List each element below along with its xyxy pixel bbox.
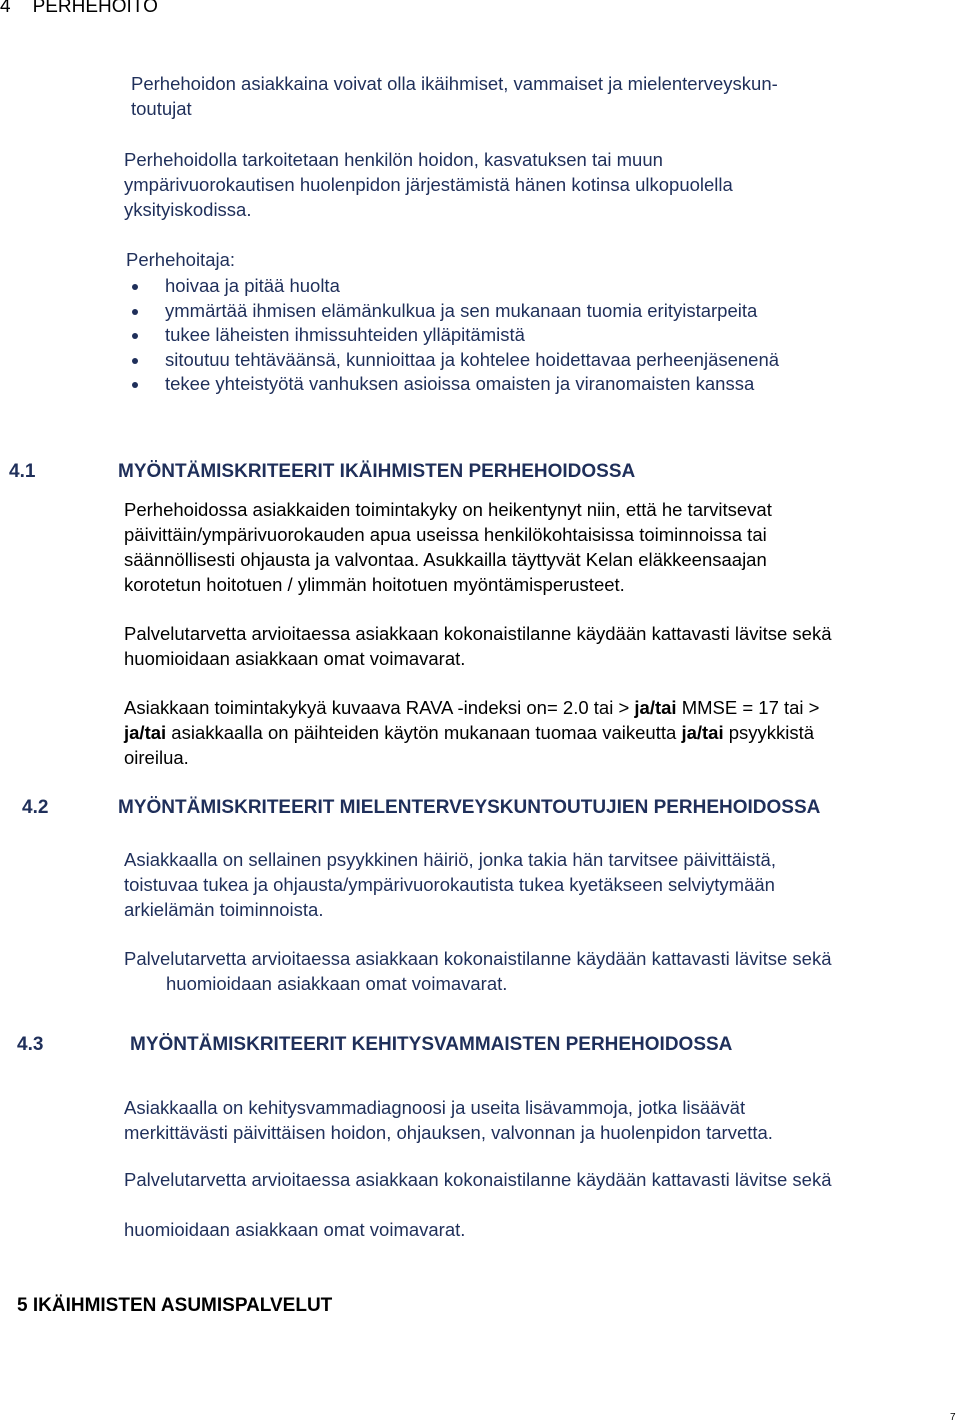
text-line xyxy=(124,720,820,745)
section-4-2-paragraph-2 xyxy=(124,946,832,996)
text-run: asiakkaalla on päihteiden käytön mukanaan tuomaa vaikeutta xyxy=(166,722,682,743)
bold-text: ja/tai xyxy=(634,697,677,718)
section-4-3-paragraph-1 xyxy=(124,1095,773,1145)
list-item-text: tukee läheisten ihmissuhteiden ylläpitämistä xyxy=(165,324,525,345)
text-line: korotetun hoitotuen / ylimmän hoitotuen myöntämisperusteet. xyxy=(124,574,625,595)
intro-paragraph-2 xyxy=(124,147,733,222)
chapter-heading xyxy=(0,0,158,18)
section-4-2-number: 4.2 xyxy=(22,797,49,818)
bullet-icon xyxy=(132,333,138,339)
list-item xyxy=(128,348,779,373)
text-line: huomioidaan asiakkaan omat voimavarat. xyxy=(124,648,466,669)
text-line: yksityiskodissa. xyxy=(124,199,252,220)
section-4-2-title: MYÖNTÄMISKRITEERIT MIELENTERVEYSKUNTOUTUJIEN PERHEHOIDOSSA xyxy=(118,797,821,818)
text-line: Perhehoidossa asiakkaiden toimintakyky on heikentynyt niin, että he tarvitsevat xyxy=(124,499,772,520)
list-item-text: sitoutuu tehtäväänsä, kunnioittaa ja kohtelee hoidettavaa perheenjäsenenä xyxy=(165,348,780,370)
section-4-1-paragraph-2 xyxy=(124,621,832,671)
section-4-1-title: MYÖNTÄMISKRITEERIT IKÄIHMISTEN PERHEHOIDOSSA xyxy=(118,461,636,482)
bullet-icon xyxy=(132,358,138,364)
list-item-text: tekee yhteistyötä vanhuksen asioissa omaisten ja viranomaisten kanssa xyxy=(165,373,755,394)
section-4-1-paragraph-1 xyxy=(124,497,772,597)
list-item xyxy=(128,372,779,397)
text-run: psyykkistä xyxy=(723,722,815,743)
list-item xyxy=(128,323,779,348)
text-line: päivittäin/ympärivuorokauden apua useissa henkilökohtaisissa toiminnoissa tai xyxy=(124,524,767,545)
list-item xyxy=(128,274,779,299)
intro-paragraph-1 xyxy=(131,71,778,121)
section-4-3-number: 4.3 xyxy=(17,1034,44,1055)
section-4-1-paragraph-3 xyxy=(124,695,820,770)
bold-text: ja/tai xyxy=(681,722,724,743)
caregiver-label: Perhehoitaja: xyxy=(126,249,236,270)
page-number: 7 xyxy=(950,1412,956,1423)
text-line: oireilua. xyxy=(124,747,189,768)
text-line: Perhehoidolla tarkoitetaan henkilön hoidon, kasvatuksen tai muun xyxy=(124,149,663,170)
text-line: arkielämän toiminnoista. xyxy=(124,899,324,920)
bullet-icon xyxy=(132,284,138,290)
caregiver-bullet-list xyxy=(128,274,779,397)
text-line: huomioidaan asiakkaan omat voimavarat. xyxy=(166,973,508,994)
list-item-text: hoivaa ja pitää huolta xyxy=(165,275,340,296)
section-4-3-paragraph-2-line-2: huomioidaan asiakkaan omat voimavarat. xyxy=(124,1219,466,1240)
text-run: MMSE = 17 tai > xyxy=(676,697,820,718)
text-line: säännöllisesti ohjausta ja valvontaa. Asukkailla täyttyvät Kelan eläkkeensaajan xyxy=(124,549,767,570)
text-line xyxy=(124,695,820,720)
text-line: Asiakkaalla on kehitysvammadiagnoosi ja useita lisävammoja, jotka lisäävät xyxy=(124,1097,746,1118)
bold-text: ja/tai xyxy=(124,722,167,743)
chapter-5-heading: 5 IKÄIHMISTEN ASUMISPALVELUT xyxy=(17,1295,333,1316)
text-line: Asiakkaalla on sellainen psyykkinen häiriö, jonka takia hän tarvitsee päivittäistä, xyxy=(124,849,776,870)
bullet-icon xyxy=(132,382,138,388)
chapter-number: 4 xyxy=(0,0,11,17)
text-line: toistuvaa tukea ja ohjausta/ympärivuorokautista tukea kyetäkseen selviytymään xyxy=(124,874,775,895)
section-4-1-number: 4.1 xyxy=(9,461,36,482)
section-4-2-paragraph-1 xyxy=(124,847,776,922)
text-line: toutujat xyxy=(131,98,192,119)
text-line: ympärivuorokautisen huolenpidon järjestämistä hänen kotinsa ulkopuolella xyxy=(124,174,733,195)
text-line: Palvelutarvetta arvioitaessa asiakkaan kokonaistilanne käydään kattavasti lävitse sekä xyxy=(124,623,832,644)
section-4-3-title: MYÖNTÄMISKRITEERIT KEHITYSVAMMAISTEN PERHEHOIDOSSA xyxy=(130,1034,733,1055)
list-item xyxy=(128,299,779,324)
text-line: merkittävästi päivittäisen hoidon, ohjauksen, valvonnan ja huolenpidon tarvetta. xyxy=(124,1122,773,1143)
text-line: Perhehoidon asiakkaina voivat olla ikäihmiset, vammaiset ja mielenterveyskun- xyxy=(131,73,778,94)
bullet-icon xyxy=(132,309,138,315)
list-item-text: ymmärtää ihmisen elämänkulkua ja sen mukanaan tuomia erityistarpeita xyxy=(165,299,758,321)
text-line: Palvelutarvetta arvioitaessa asiakkaan kokonaistilanne käydään kattavasti lävitse sekä xyxy=(124,948,832,969)
text-run: Asiakkaan toimintakykyä kuvaava RAVA -indeksi on= 2.0 tai > xyxy=(124,697,635,718)
section-4-3-paragraph-2-line-1: Palvelutarvetta arvioitaessa asiakkaan kokonaistilanne käydään kattavasti lävitse sekä xyxy=(124,1169,832,1190)
chapter-title: PERHEHOITO xyxy=(32,0,158,17)
